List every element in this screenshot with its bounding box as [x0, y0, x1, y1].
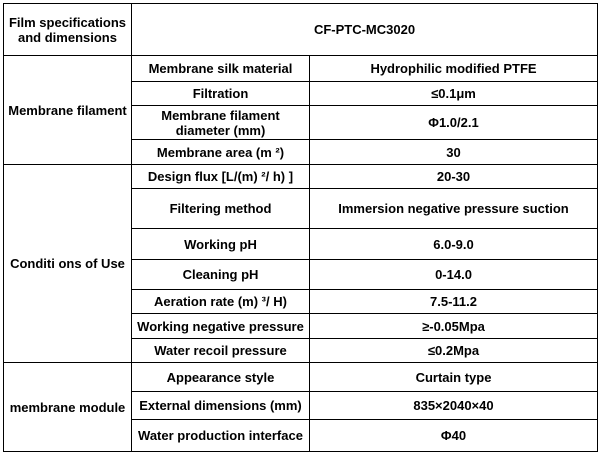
param-cell: Filtration — [132, 82, 310, 106]
header-spec-label: Film specifications and dimensions — [4, 4, 132, 56]
param-cell: Filtering method — [132, 189, 310, 229]
param-cell: Membrane filament diameter (mm) — [132, 106, 310, 140]
value-cell: 30 — [310, 140, 598, 165]
param-cell: Cleaning pH — [132, 260, 310, 290]
value-cell: ≤0.1μm — [310, 82, 598, 106]
value-cell: 0-14.0 — [310, 260, 598, 290]
value-cell: Hydrophilic modified PTFE — [310, 56, 598, 82]
value-cell: ≥-0.05Mpa — [310, 314, 598, 339]
value-cell: Curtain type — [310, 363, 598, 392]
value-cell: 6.0-9.0 — [310, 229, 598, 260]
value-cell: 835×2040×40 — [310, 392, 598, 420]
table-header-row — [4, 4, 598, 56]
param-cell: Working pH — [132, 229, 310, 260]
table-row — [4, 165, 598, 189]
param-cell: Membrane silk material — [132, 56, 310, 82]
param-cell: Design flux [L/(m) ²/ h) ] — [132, 165, 310, 189]
specification-table — [3, 3, 598, 452]
param-cell: Aeration rate (m) ³/ H) — [132, 290, 310, 314]
param-cell: Membrane area (m ²) — [132, 140, 310, 165]
param-cell: Appearance style — [132, 363, 310, 392]
value-cell: Φ40 — [310, 420, 598, 452]
group-label-conditions-of-use: Conditi ons of Use — [4, 165, 132, 363]
group-label-membrane-filament: Membrane filament — [4, 56, 132, 165]
value-cell: 7.5-11.2 — [310, 290, 598, 314]
header-model: CF-PTC-MC3020 — [132, 4, 598, 56]
param-cell: Working negative pressure — [132, 314, 310, 339]
value-cell: 20-30 — [310, 165, 598, 189]
group-label-membrane-module: membrane module — [4, 363, 132, 452]
value-cell: Φ1.0/2.1 — [310, 106, 598, 140]
param-cell: External dimensions (mm) — [132, 392, 310, 420]
param-cell: Water recoil pressure — [132, 339, 310, 363]
table-row — [4, 363, 598, 392]
value-cell: Immersion negative pressure suction — [310, 189, 598, 229]
param-cell: Water production interface — [132, 420, 310, 452]
table-row — [4, 56, 598, 82]
value-cell: ≤0.2Mpa — [310, 339, 598, 363]
